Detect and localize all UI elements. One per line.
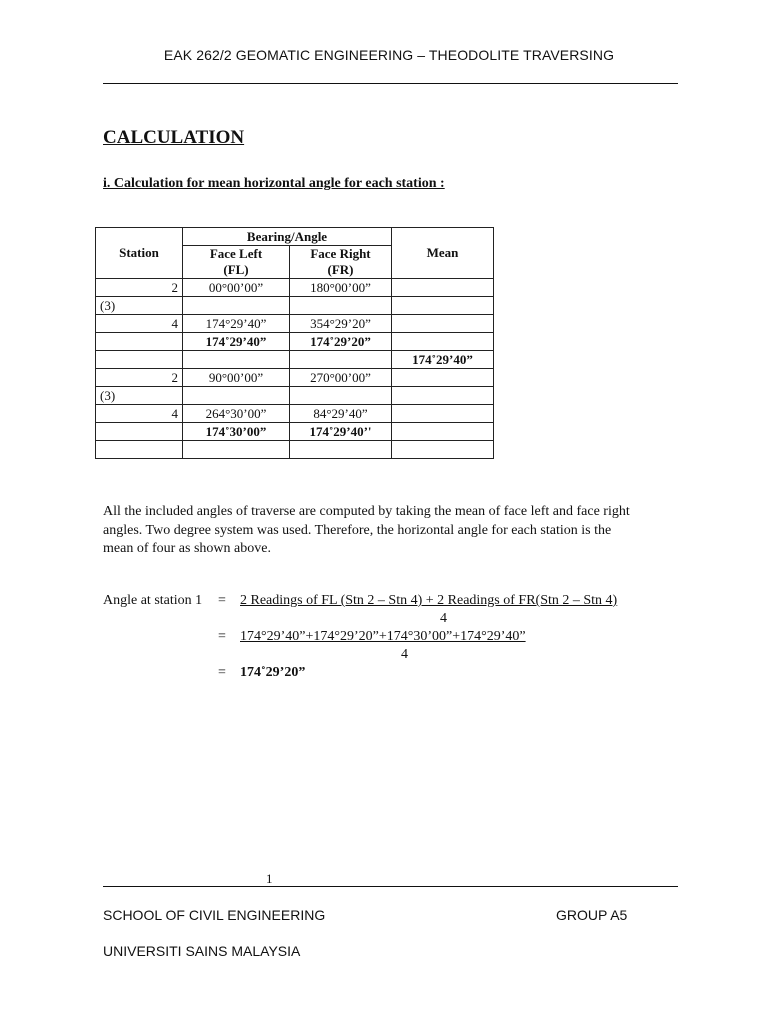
station-cell <box>96 333 183 351</box>
mean-cell <box>392 441 494 459</box>
face-right-cell: 84°29’40” <box>290 405 392 423</box>
equals-sign: = <box>218 593 226 608</box>
mean-cell <box>392 333 494 351</box>
face-left-cell <box>183 351 290 369</box>
face-right-label: Face Right <box>310 246 371 261</box>
face-left-cell <box>183 387 290 405</box>
table-row <box>96 333 494 351</box>
calc-numerator: 2 Readings of FL (Stn 2 – Stn 4) + 2 Readings of FR(Stn 2 – Stn 4) <box>240 593 618 608</box>
col-header-bearing-angle: Bearing/Angle <box>183 228 392 246</box>
face-left-cell: 174°29’40” <box>183 315 290 333</box>
station-cell: (3) <box>96 297 183 315</box>
mean-cell <box>392 423 494 441</box>
face-right-cell <box>290 387 392 405</box>
mean-value-cell: 174˚29’40” <box>392 351 494 369</box>
station-cell: 4 <box>96 405 183 423</box>
header-rule <box>103 83 678 84</box>
angle-table <box>95 227 494 459</box>
col-header-mean: Mean <box>392 228 494 279</box>
face-right-abbrev: (FR) <box>327 262 354 277</box>
equals-sign: = <box>218 665 226 680</box>
col-header-face-right <box>290 246 392 279</box>
paragraph-line: All the included angles of traverse are computed by taking the mean of face left and face right <box>103 504 630 519</box>
face-right-cell <box>290 441 392 459</box>
table-row <box>96 423 494 441</box>
face-left-abbrev: (FL) <box>223 262 249 277</box>
table-row <box>96 405 494 423</box>
face-right-reduced-cell: 174˚29’40’' <box>290 423 392 441</box>
face-left-reduced-cell: 174˚30’00” <box>183 423 290 441</box>
face-right-cell: 354°29’20” <box>290 315 392 333</box>
mean-cell <box>392 315 494 333</box>
calc-numerator: 174°29’40”+174°29’20”+174°30’00”+174°29’40” <box>240 629 526 644</box>
footer-group: GROUP A5 <box>556 907 628 923</box>
col-header-station: Station <box>96 228 183 279</box>
mean-cell <box>392 279 494 297</box>
face-right-cell <box>290 351 392 369</box>
face-left-cell: 00°00’00” <box>183 279 290 297</box>
mean-cell <box>392 387 494 405</box>
station-cell <box>96 351 183 369</box>
table-row <box>96 369 494 387</box>
table-header-row <box>96 228 494 246</box>
mean-cell <box>392 405 494 423</box>
calc-denominator: 4 <box>401 647 408 662</box>
face-right-cell: 180°00’00” <box>290 279 392 297</box>
table-row <box>96 441 494 459</box>
paragraph-line: angles. Two degree system was used. Therefore, the horizontal angle for each station is the <box>103 522 612 538</box>
section-subheading: i. Calculation for mean horizontal angle for each station : <box>103 176 445 191</box>
calc-label: Angle at station 1 <box>103 593 203 608</box>
face-left-cell: 264°30’00” <box>183 405 290 423</box>
mean-cell <box>392 297 494 315</box>
page-number: 1 <box>266 871 273 886</box>
table-row <box>96 297 494 315</box>
station-cell: 2 <box>96 279 183 297</box>
explanation-paragraph <box>103 503 683 559</box>
station-cell: 2 <box>96 369 183 387</box>
mean-cell <box>392 369 494 387</box>
face-left-cell <box>183 297 290 315</box>
table-row <box>96 279 494 297</box>
station-cell: (3) <box>96 387 183 405</box>
table-row <box>96 387 494 405</box>
station-cell <box>96 441 183 459</box>
face-right-cell: 270°00’00” <box>290 369 392 387</box>
face-left-reduced-cell: 174˚29’40” <box>183 333 290 351</box>
col-header-face-left <box>183 246 290 279</box>
footer-university: UNIVERSITI SAINS MALAYSIA <box>103 943 301 959</box>
equals-sign: = <box>218 629 226 644</box>
face-right-reduced-cell: 174˚29’20” <box>290 333 392 351</box>
face-left-cell <box>183 441 290 459</box>
station-cell: 4 <box>96 315 183 333</box>
face-left-cell: 90°00’00” <box>183 369 290 387</box>
calc-denominator: 4 <box>440 611 447 626</box>
footer-rule <box>103 886 678 887</box>
section-heading: CALCULATION <box>103 127 245 148</box>
station-cell <box>96 423 183 441</box>
face-right-cell <box>290 297 392 315</box>
calc-result: 174˚29’20” <box>240 665 306 680</box>
document-header: EAK 262/2 GEOMATIC ENGINEERING – THEODOLITE TRAVERSING <box>163 47 615 63</box>
paragraph-line: mean of four as shown above. <box>103 541 271 556</box>
face-left-label: Face Left <box>209 246 263 261</box>
footer-school: SCHOOL OF CIVIL ENGINEERING <box>103 907 326 923</box>
table-row <box>96 315 494 333</box>
table-row <box>96 351 494 369</box>
